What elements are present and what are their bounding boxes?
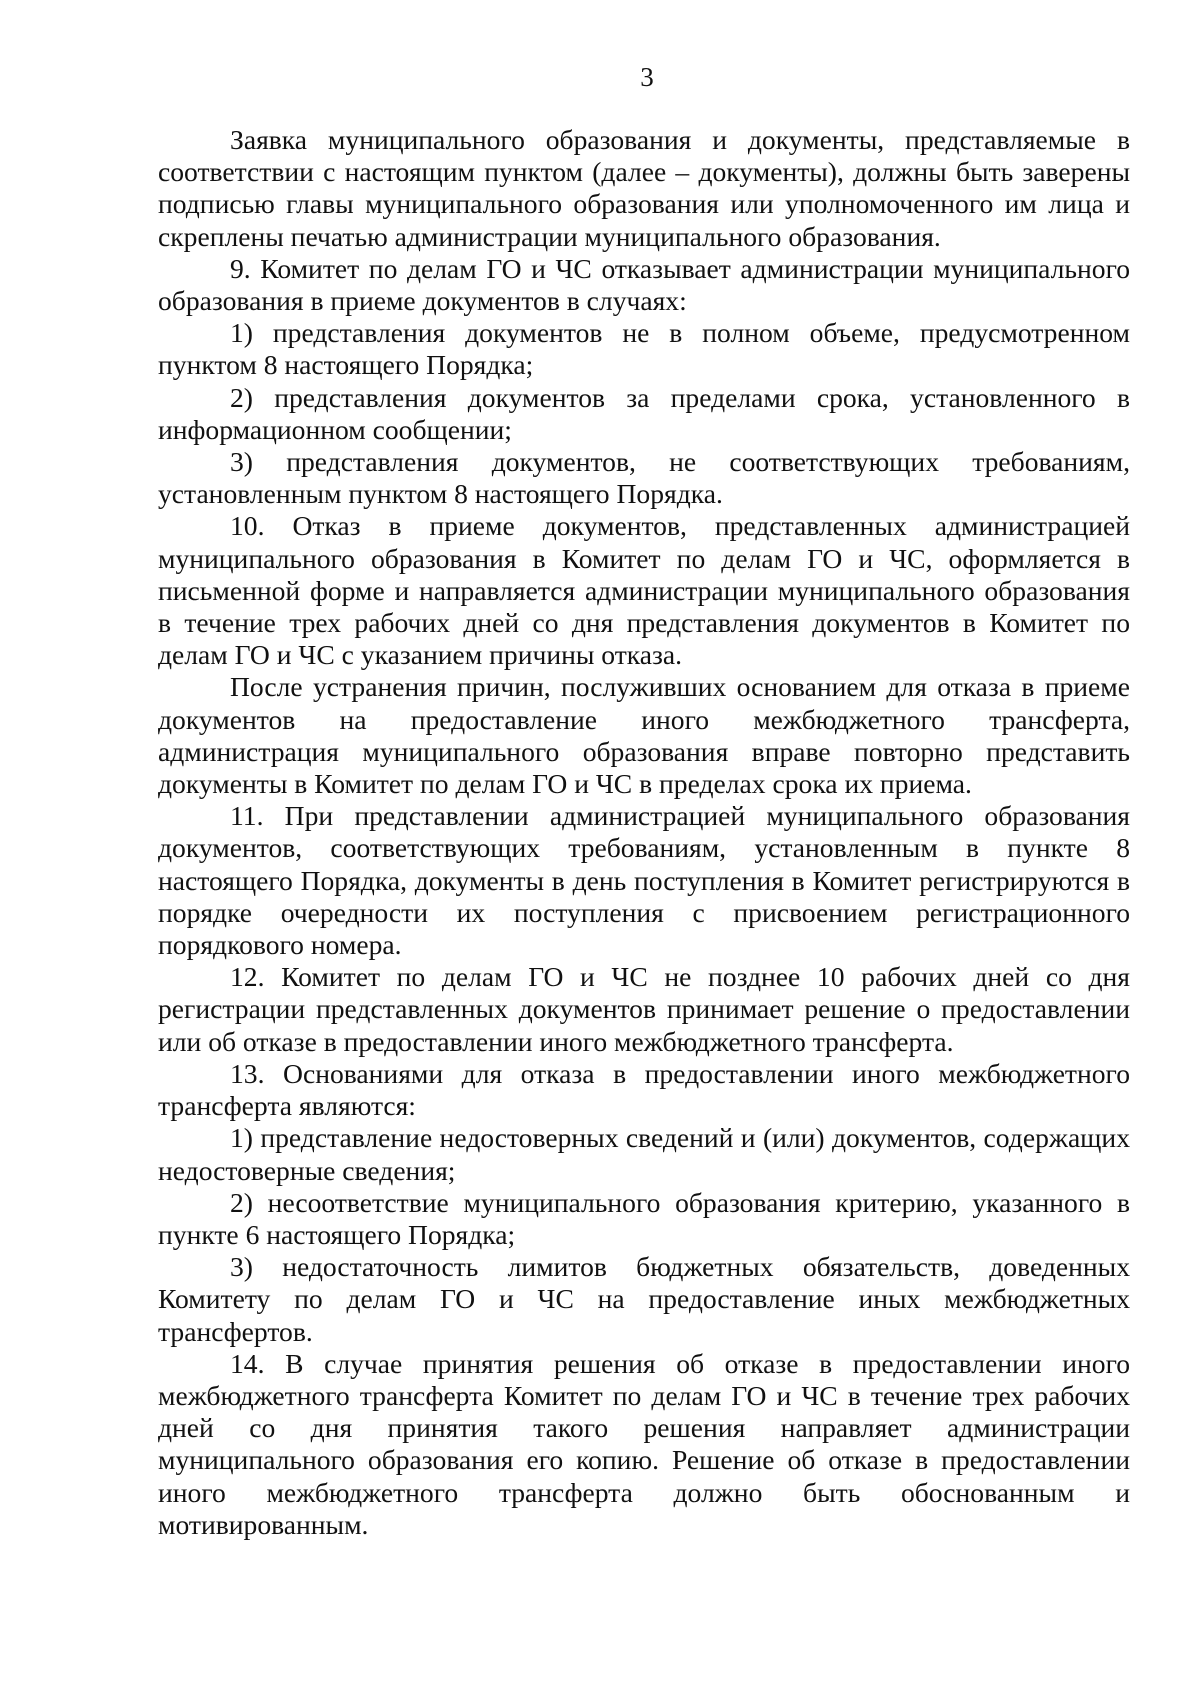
paragraph-application-certification: Заявка муниципального образования и документы, представляемые в соответствии с настоящим пунктом (далее – документы), должны быть заверены подписью главы муниципального образования или уполномоченного им лица и скреплены печатью администрации муниципального образования. xyxy=(158,124,1130,252)
paragraph-item-13-3: 3) недостаточность лимитов бюджетных обязательств, доведенных Комитету по делам ГО и ЧС на предоставление иных межбюджетных трансфертов. xyxy=(158,1251,1130,1347)
paragraph-item-9-2: 2) представления документов за пределами срока, установленного в информационном сообщении; xyxy=(158,381,1130,445)
paragraph-item-14: 14. В случае принятия решения об отказе в предоставлении иного межбюджетного трансферта Комитет по делам ГО и ЧС в течение трех рабочих дней со дня принятия такого решения направляет администрации муниципального образования его копию. Решение об отказе в предоставлении иного межбюджетного трансферта должно быть обоснованным и мотивированным. xyxy=(158,1347,1130,1540)
paragraph-item-11: 11. При представлении администрацией муниципального образования документов, соответствующих требованиям, установленным в пункте 8 настоящего Порядка, документы в день поступления в Комитет регистрируются в порядке очередности их поступления с присвоением регистрационного порядкового номера. xyxy=(158,800,1130,961)
paragraph-item-9-1: 1) представления документов не в полном объеме, предусмотренном пунктом 8 настоящего Порядка; xyxy=(158,317,1130,381)
paragraph-item-13-1: 1) представление недостоверных сведений и (или) документов, содержащих недостоверные сведения; xyxy=(158,1122,1130,1186)
page-number: 3 xyxy=(640,62,654,92)
paragraph-item-13: 13. Основаниями для отказа в предоставлении иного межбюджетного трансферта являются: xyxy=(158,1057,1130,1122)
paragraph-item-13-2: 2) несоответствие муниципального образования критерию, указанного в пункте 6 настоящего Порядка; xyxy=(158,1186,1130,1250)
paragraph-item-12: 12. Комитет по делам ГО и ЧС не позднее 10 рабочих дней со дня регистрации представленных документов принимает решение о предоставлении или об отказе в предоставлении иного межбюджетного трансферта. xyxy=(158,961,1130,1057)
paragraph-item-10: 10. Отказ в приеме документов, представленных администрацией муниципального образования в Комитет по делам ГО и ЧС, оформляется в письменной форме и направляется администрации муниципального образования в течение трех рабочих дней со дня представления документов в Комитет по делам ГО и ЧС с указанием причины отказа. xyxy=(158,510,1130,671)
document-body xyxy=(158,124,1130,1541)
paragraph-item-9-3: 3) представления документов, не соответствующих требованиям, установленным пунктом 8 настоящего Порядка. xyxy=(158,446,1130,510)
paragraph-resubmission: После устранения причин, послуживших основанием для отказа в приеме документов на предоставление иного межбюджетного трансферта, администрация муниципального образования вправе повторно представить документы в Комитет по делам ГО и ЧС в пределах срока их приема. xyxy=(158,671,1130,800)
paragraph-item-9: 9. Комитет по делам ГО и ЧС отказывает администрации муниципального образования в приеме документов в случаях: xyxy=(158,252,1130,317)
